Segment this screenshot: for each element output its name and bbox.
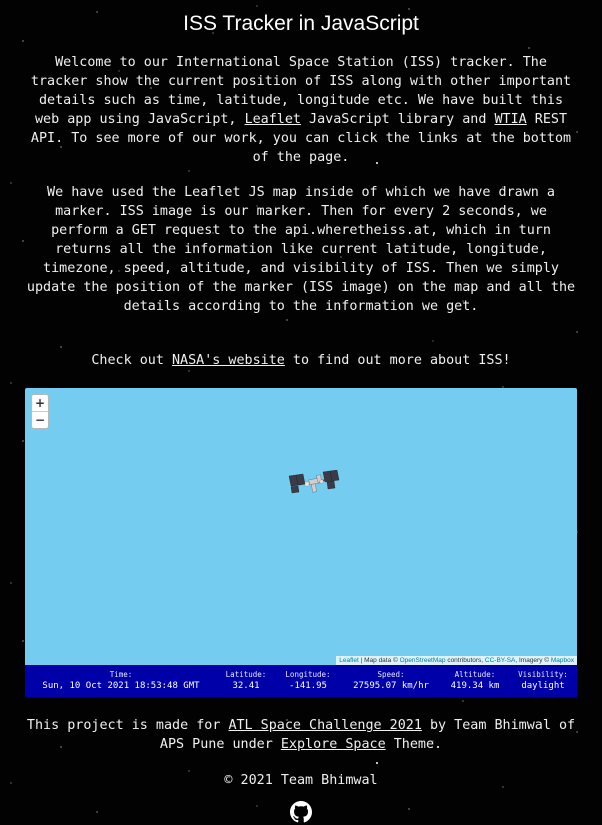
footer-text: by Team Bhimwal of APS Pune under [159,718,576,752]
page-title: ISS Tracker in JavaScript [183,12,419,35]
visibility-cell [509,670,577,692]
iss-info-bar [25,665,577,697]
explore-space-link[interactable]: Explore Space [280,737,386,752]
latitude-cell [217,670,275,692]
leaflet-link[interactable]: Leaflet [244,112,301,127]
zoom-out-button[interactable]: − [32,411,48,428]
attribution-leaflet-link[interactable]: Leaflet [339,657,359,664]
attribution-mapbox-link[interactable]: Mapbox [550,657,574,664]
speed-label: Speed: [377,670,405,679]
footer-paragraph [24,716,578,754]
footer-text: Theme. [385,737,443,752]
atl-challenge-link[interactable]: ATL Space Challenge 2021 [228,718,422,733]
intro-paragraph [24,53,578,167]
attribution-text: | Map data © [358,657,400,664]
speed-value: 27595.07 km/hr [353,681,429,691]
attribution-license-link[interactable]: CC-BY-SA [484,657,516,664]
nasa-paragraph [24,351,578,370]
latitude-label: Latitude: [225,670,267,679]
longitude-label: Longitude: [285,670,331,679]
altitude-value: 419.34 km [450,681,500,691]
nasa-link[interactable]: NASA's website [172,353,285,368]
attribution-osm-link[interactable]: OpenStreetMap [399,657,446,664]
iss-map[interactable] [25,388,577,665]
attribution-text: , Imagery © [515,657,551,664]
footer-text: This project is made for [26,718,229,733]
longitude-value: -141.95 [289,681,327,691]
map-attribution [336,656,577,665]
time-value: Sun, 10 Oct 2021 18:53:48 GMT [42,681,200,691]
wtia-link[interactable]: WTIA [494,112,527,127]
latitude-value: 32.41 [232,681,260,691]
zoom-in-button[interactable]: + [34,396,46,410]
attribution-text: contributors, [445,657,485,664]
time-cell [25,670,217,692]
copyright-text: © 2021 Team Bhimwal [224,773,378,788]
altitude-label: Altitude: [454,670,496,679]
zoom-control [31,394,49,429]
intro-text: REST API. To see more of our work, you can click the links at the bottom of the page. [30,112,572,165]
description-paragraph: We have used the Leaflet JS map inside of which we have drawn a marker. ISS image is our marker. Then for every 2 seconds, we perform a GET request to the api.wheretheiss.at, which in turn returns all the information like current latitude, longitude, timezone, speed, altitude, and visibility of ISS. Then we simply update the position of the marker (ISS image) on the map and all the details according to the information we get. [26,185,576,314]
iss-icon[interactable] [287,470,341,496]
nasa-text: to find out more about ISS! [284,353,511,368]
github-icon[interactable] [290,801,312,823]
time-label: Time: [109,670,133,679]
visibility-label: Visibility: [518,670,568,679]
speed-cell [341,670,441,692]
nasa-text: Check out [91,353,172,368]
visibility-value: daylight [521,681,565,691]
intro-text: Welcome to our International Space Station (ISS) tracker. The tracker show the current position of ISS along with other important details such as time, latitude, longitude etc. We have built this web app using JavaScript, [30,55,572,127]
intro-text: JavaScript library and [301,112,495,127]
longitude-cell [275,670,341,692]
altitude-cell [441,670,509,692]
